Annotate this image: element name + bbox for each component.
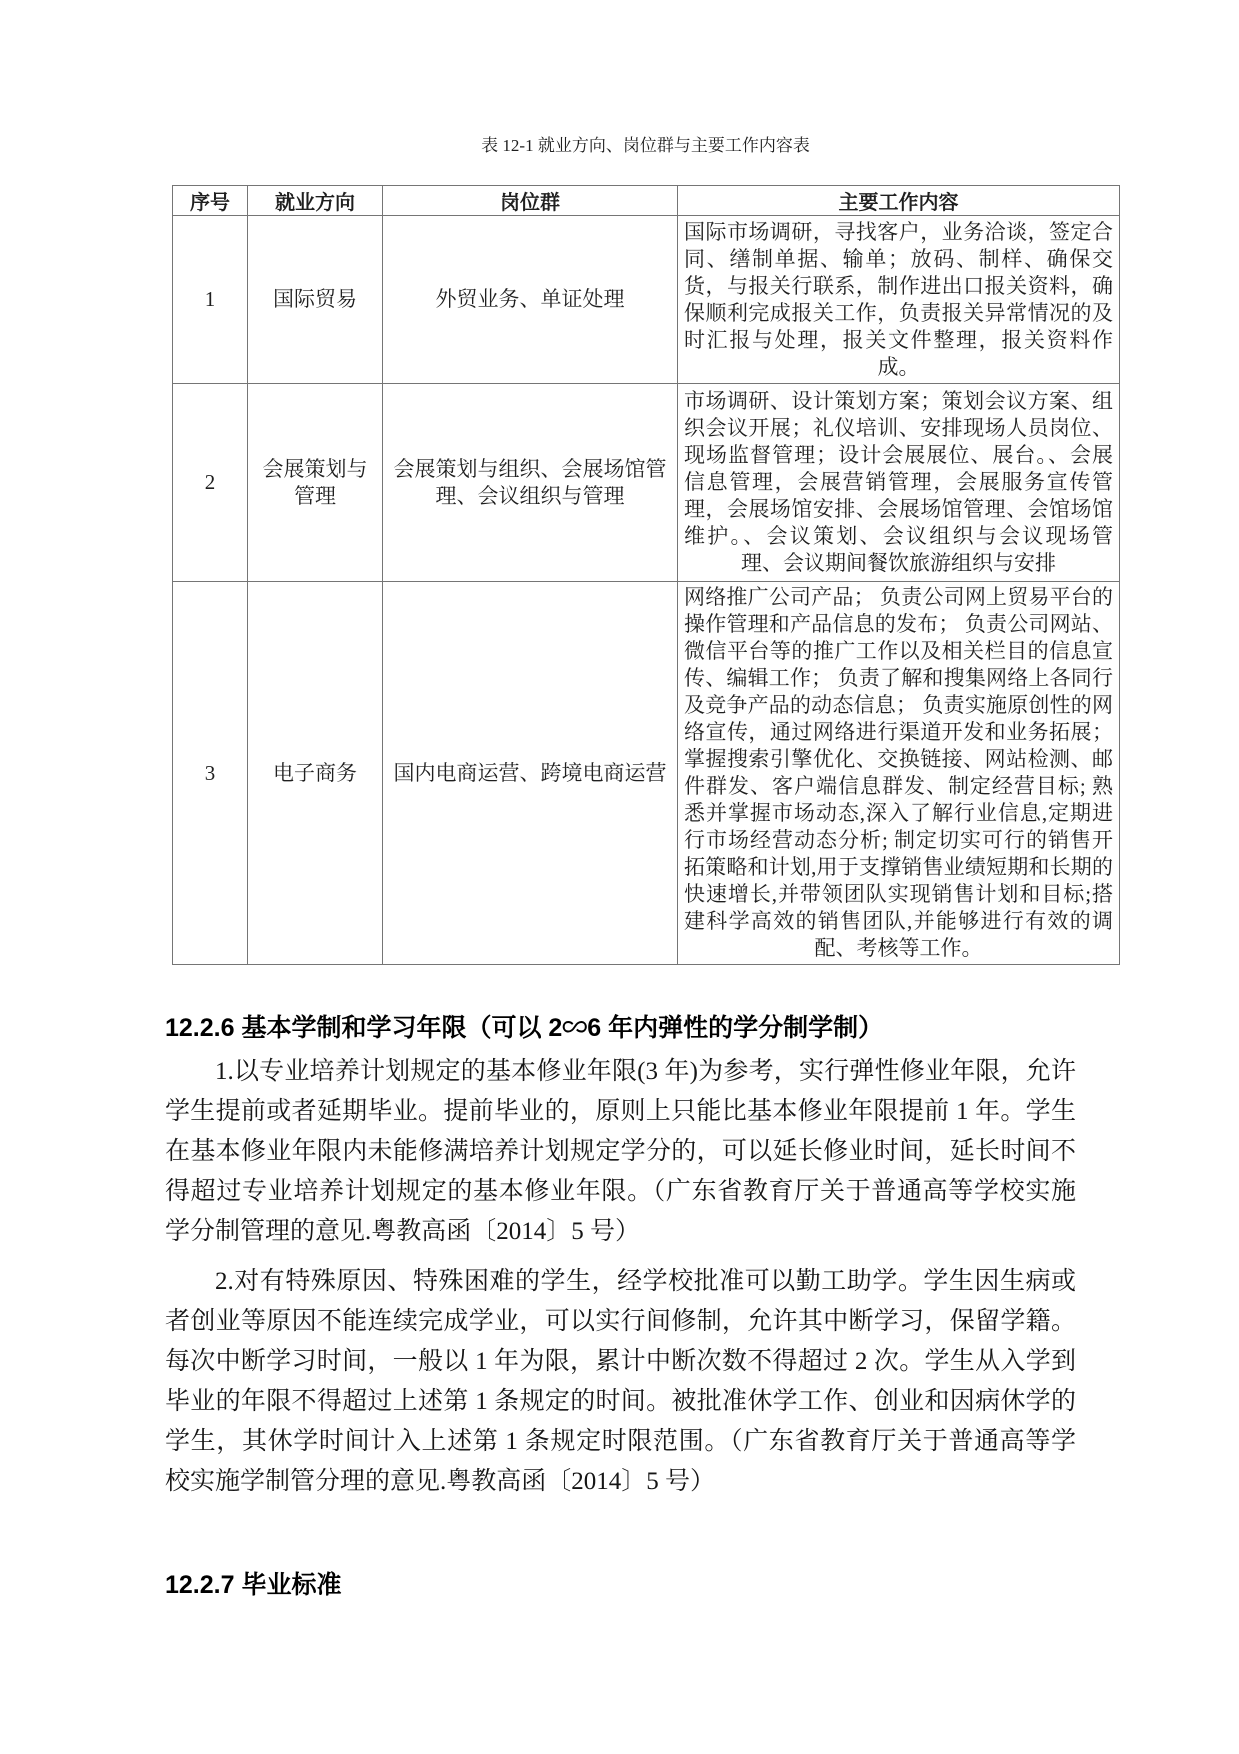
section-heading-12-2-7: 12.2.7 毕业标准 bbox=[165, 1571, 342, 1599]
cell-direction: 国际贸易 bbox=[248, 216, 383, 384]
cell-content: 市场调研、设计策划方案；策划会议方案、组织会议开展；礼仪培训、安排现场人员岗位、现场监督管理；设计会展展位、展台。、会展信息管理，会展营销管理，会展服务宣传管理，会展场馆安排、会展场馆管理、会馆场馆维护。、会议策划、会议组织与会议现场管理、会议期间餐饮旅游组织与安排 bbox=[678, 384, 1120, 582]
col-header-content: 主要工作内容 bbox=[678, 186, 1120, 216]
cell-content: 国际市场调研，寻找客户，业务洽谈，签定合同、缮制单据、输单；放码、制样、确保交货，与报关行联系，制作进出口报关资料，确保顺利完成报关工作，负责报关异常情况的及时汇报与处理，报关文件整理，报关资料作成。 bbox=[678, 216, 1120, 384]
table-row bbox=[173, 384, 1120, 582]
section-heading-12-2-6: 12.2.6 基本学制和学习年限（可以 2∽6 年内弹性的学分制学制） bbox=[165, 1014, 884, 1042]
cell-direction: 电子商务 bbox=[248, 582, 383, 965]
table-header-row bbox=[173, 186, 1120, 216]
cell-no: 3 bbox=[173, 582, 248, 965]
cell-posts: 外贸业务、单证处理 bbox=[383, 216, 678, 384]
cell-direction: 会展策划与管理 bbox=[248, 384, 383, 582]
table-row bbox=[173, 582, 1120, 965]
col-header-posts: 岗位群 bbox=[383, 186, 678, 216]
paragraph-study-duration-2: 2.对有特殊原因、特殊困难的学生，经学校批准可以勤工助学。学生因生病或者创业等原因不能连续完成学业，可以实行间修制，允许其中断学习，保留学籍。每次中断学习时间，一般以 1 年为限，累计中断次数不得超过 2 次。学生从入学到毕业的年限不得超过上述第 1 条规定的时间。被批准休学工作、创业和因病休学的学生，其休学时间计入上述第 1 条规定时限范围。（广东省教育厅关于普通高等学校实施学制管分理的意见.粤教高函〔2014〕5 号） bbox=[165, 1268, 1076, 1495]
cell-no: 2 bbox=[173, 384, 248, 582]
cell-content: 网络推广公司产品； 负责公司网上贸易平台的操作管理和产品信息的发布； 负责公司网站、微信平台等的推广工作以及相关栏目的信息宣传、编辑工作； 负责了解和搜集网络上各同行及竞争产品的动态信息； 负责实施原创性的网络宣传，通过网络进行渠道开发和业务拓展； 掌握搜索引擎优化、交换链接、网站检测、邮件群发、客户端信息群发、制定经营目标; 熟悉并掌握市场动态,深入了解行业信息,定期进行市场经营动态分析; 制定切实可行的销售开拓策略和计划,用于支撑销售业绩短期和长期的快速增长,并带领团队实现销售计划和目标;搭建科学高效的销售团队,并能够进行有效的调配、考核等工作。 bbox=[678, 582, 1120, 965]
cell-posts: 国内电商运营、跨境电商运营 bbox=[383, 582, 678, 965]
employment-table bbox=[172, 185, 1120, 965]
table-caption: 表 12-1 就业方向、岗位群与主要工作内容表 bbox=[481, 136, 810, 155]
col-header-direction: 就业方向 bbox=[248, 186, 383, 216]
col-header-no: 序号 bbox=[173, 186, 248, 216]
cell-posts: 会展策划与组织、会展场馆管理、会议组织与管理 bbox=[383, 384, 678, 582]
paragraph-study-duration-1: 1.以专业培养计划规定的基本修业年限(3 年)为参考，实行弹性修业年限，允许学生提前或者延期毕业。提前毕业的，原则上只能比基本修业年限提前 1 年。学生在基本修业年限内未能修满培养计划规定学分的，可以延长修业时间，延长时间不得超过专业培养计划规定的基本修业年限。（广东省教育厅关于普通高等学校实施学分制管理的意见.粤教高函〔2014〕5 号） bbox=[165, 1058, 1076, 1245]
cell-no: 1 bbox=[173, 216, 248, 384]
table-row bbox=[173, 216, 1120, 384]
